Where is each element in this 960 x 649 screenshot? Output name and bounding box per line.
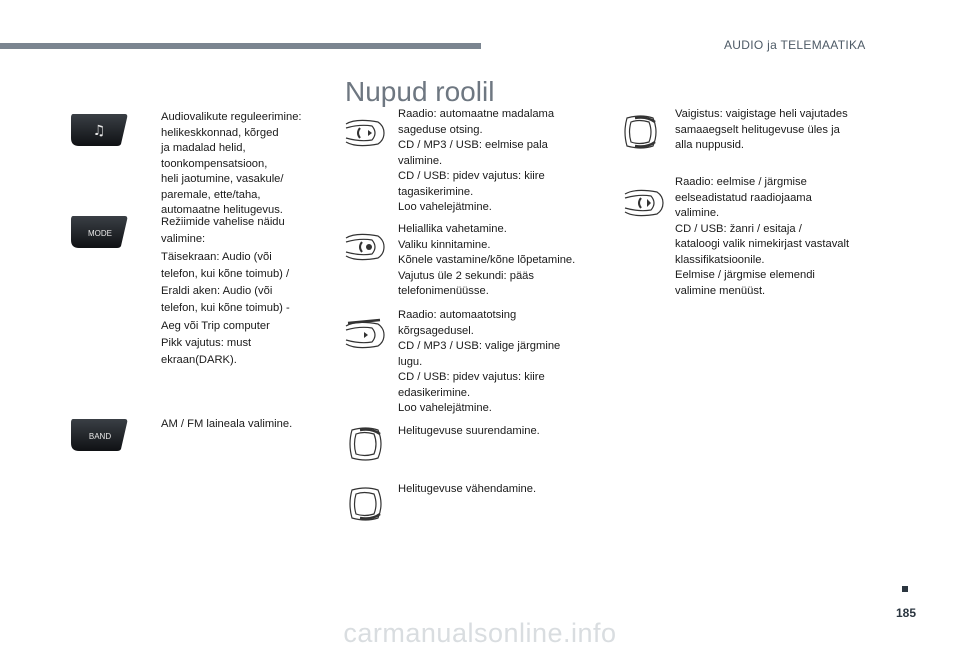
page-title: Nupud roolil [345,76,495,107]
music-button-label: ♫ [92,123,106,139]
header-bar [0,43,481,49]
seek-down-control-icon [342,116,388,150]
band-button-desc: AM / FM laineala valimine. [161,418,293,430]
mode-button-desc: Režiimide vahelise näidu valimine: Täisekraan: Audio (või telefon, kui kõne toimub) / Eraldi aken: Audio (või telefon, kui kõne toimub) - Aeg või Trip computer Pikk vajutus: must ekraan(DARK). [161,216,290,367]
page-marker [902,586,908,592]
preset-desc: Raadio: eelmise / järgmise eelseadistatud raadiojaama valimine. CD / USB: žanri / esitaja / kataloogi valik nimekirjast vastavalt klassifikatsioonile. Eelmise / järgmise elemendi valimine menüüst. [675,176,850,297]
volume-down-desc: Helitugevuse vähendamine. [398,483,537,495]
seek-up-control-icon [342,318,388,352]
watermark: carmanualsonline.info [343,618,617,648]
mode-button-icon [69,214,129,250]
seek-up-desc: Raadio: automaatotsing kõrgsagedusel. CD / MP3 / USB: valige järgmine lugu. CD / USB: pidev vajutus: kiire edasikerimine. Loo vahelejätmine. [398,309,561,414]
mute-desc: Vaigistus: vaigistage heli vajutades samaaegselt helitugevuse üles ja alla nuppusid. [675,108,848,151]
source-control-icon [342,230,388,264]
volume-up-control-icon [346,424,386,464]
source-desc: Heliallika vahetamine. Valiku kinnitamine. Kõnele vastamine/kõne lõpetamine. Vajutus üle 2 sekundi: pääs telefonimenüüsse. [398,223,576,297]
section-title: AUDIO ja TELEMAATIKA [724,38,866,52]
mute-control-icon [621,112,661,152]
page-number: 185 [896,606,917,620]
volume-up-desc: Helitugevuse suurendamine. [398,425,540,437]
music-button-icon [69,112,129,148]
seek-down-desc: Raadio: automaatne madalama sageduse otsing. CD / MP3 / USB: eelmise pala valimine. CD / USB: pidev vajutus: kiire tagasikerimine. Loo vahelejätmine. [398,108,555,213]
mode-button-label: MODE [88,229,112,238]
music-button-desc: Audiovalikute reguleerimine: helikeskkonnad, kõrged ja madalad helid, toonkompensatsioon, heli jaotumine, vasakule/ paremale, ette/taha, automaatne helitugevus. [161,111,302,216]
band-button-icon [69,417,129,453]
preset-control-icon [621,186,667,220]
volume-down-control-icon [346,484,386,524]
band-button-label: BAND [88,432,112,441]
